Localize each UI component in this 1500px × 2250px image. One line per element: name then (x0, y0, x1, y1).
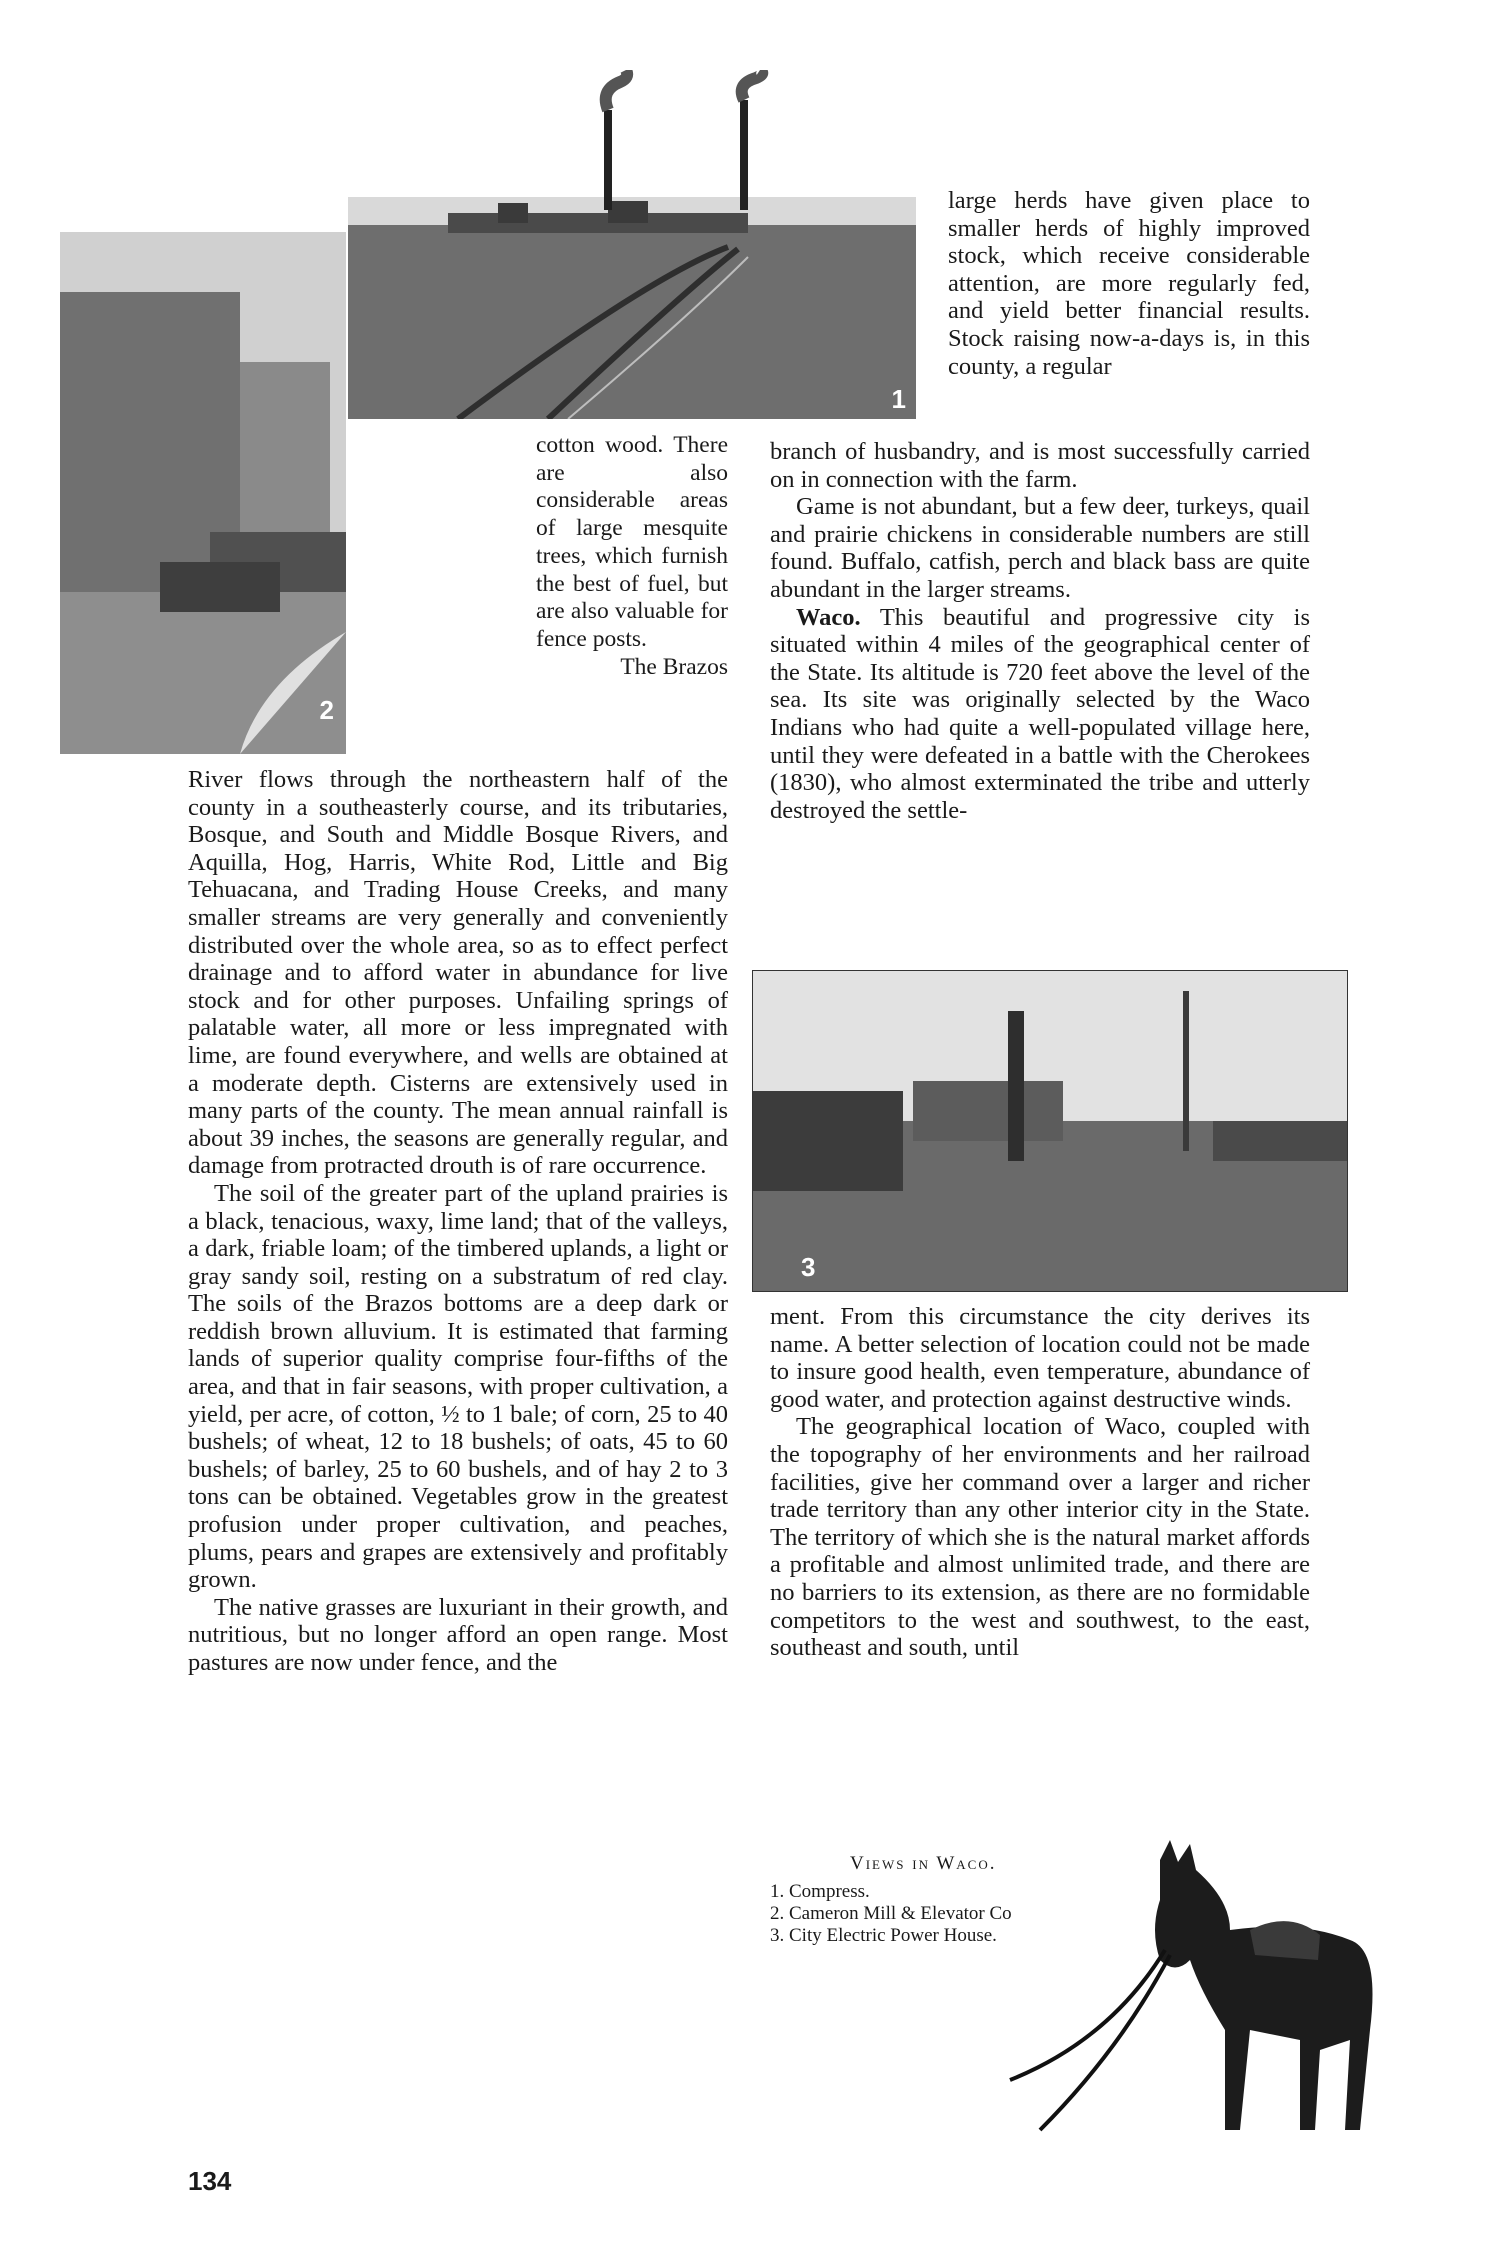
paragraph-geography: The geographical location of Waco, coupled with the topography of her environments and her railroad facilities, give her command over a larger and richer trade territory than any other interior city in the State. The territory of which she is the natural market affords a profitable and almost unlimited trade, and there are no barriers to its extension, as there are no formidable competitors to the west and southwest, to the east, southeast and south, until (770, 1413, 1310, 1662)
caption-title: Views in Waco. (850, 1853, 997, 1874)
photo-number-2: 2 (319, 695, 334, 725)
column-left (188, 766, 728, 1677)
text-beside-photo (536, 432, 728, 681)
caption-item-3: 3. City Electric Power House. (770, 1925, 997, 1946)
paragraph-husbandry: branch of husbandry, and is most successfully carried on in connection with the farm. (770, 438, 1310, 493)
photo-number-1: 1 (891, 384, 906, 414)
photo-cameron-mill-drawing (60, 232, 346, 754)
photo-power-house (752, 970, 1348, 1292)
photo-number-3: 3 (801, 1252, 816, 1282)
paragraph-waco (770, 604, 1310, 825)
column-right-top (948, 187, 1310, 380)
waco-paragraph-text: This beautiful and progressive city is situated within 4 miles of the geographical center of the State. Its altitude is 720 feet above the level of the sea. Its site was originally selected by the Waco Indians who had quite a well-populated village here, until they were defeated in a battle with the Cherokees (1830), who almost exterminated the tribe and utterly destroyed the settle- (770, 603, 1310, 824)
caption-item-1: 1. Compress. (770, 1881, 870, 1902)
paragraph-herds: large herds have given place to smaller herds of highly improved stock, which receive considerable attention, are more regularly fed, and yield better financial results. Stock raising now-a-days is, in this county, a regular (948, 187, 1310, 380)
photo-compress (348, 197, 916, 419)
waco-heading: Waco. (796, 603, 861, 631)
photo-power-house-drawing (753, 971, 1347, 1291)
photo-compress-drawing (348, 197, 916, 419)
page-number: 134 (188, 2166, 232, 2196)
caption-item-2: 2. Cameron Mill & Elevator Co (770, 1903, 1012, 1924)
photo-cameron-mill (60, 232, 346, 754)
paragraph-grasses: The native grasses are luxuriant in their growth, and nutritious, but no longer afford an open range. Most pastures are now under fence, and the (188, 1593, 728, 1676)
photo-caption (770, 1853, 1130, 1947)
smokestacks-drawing (590, 70, 810, 210)
paragraph-beside-photo-cont: The Brazos (620, 653, 728, 680)
column-right-bottom (770, 1303, 1310, 1662)
paragraph-name-origin: ment. From this circumstance the city derives its name. A better selection of location could not be made to insure good health, even temperature, abundance of good water, and protection against destructive winds. (770, 1303, 1310, 1413)
paragraph-beside-photo: cotton wood. There are also considerable areas of large mesquite trees, which furnish the best of fuel, but are also valuable for fence posts. (536, 432, 728, 652)
paragraph-game: Game is not abundant, but a few deer, turkeys, quail and prairie chickens in considerable numbers are still found. Buffalo, catfish, perch and black bass are quite abundant in the larger streams. (770, 493, 1310, 603)
column-right-middle (770, 438, 1310, 824)
paragraph-brazos-river: River flows through the northeastern half of the county in a southeasterly course, and its tributaries, Bosque, and South and Middle Bosque Rivers, and Aquilla, Hog, Harris, White Rod, Little and Big Tehuacana, and Trading House Creeks, and many smaller streams are very generally and conveniently distributed over the whole area, so as to effect perfect drainage and to afford water in abundance for live stock and for other purposes. Unfailing springs of palatable water, all more or less impregnated with lime, are found everywhere, and wells are obtained at a moderate depth. Cisterns are extensively used in many parts of the county. The mean annual rainfall is about 39 inches, the seasons are generally regular, and damage from protracted drouth is of rare occurrence. (188, 766, 728, 1180)
paragraph-soil: The soil of the greater part of the upland prairies is a black, tenacious, waxy, lime land; that of the valleys, a dark, friable loam; of the timbered uplands, a light or gray sandy soil, resting on a substratum of red clay. The soils of the Brazos bottoms are a deep dark or reddish brown alluvium. It is estimated that farming lands of superior quality comprise four-fifths of the area, and that in fair seasons, with proper cultivation, a yield, per acre, of cotton, ½ to 1 bale; of corn, 25 to 40 bushels; of wheat, 12 to 18 bushels; of oats, 45 to 60 bushels; of barley, 25 to 60 bushels, and of hay 2 to 3 tons can be obtained. Vegetables grow in the greatest profusion under proper cultivation, and peaches, plums, pears and grapes are extensively and profitably grown. (188, 1179, 728, 1594)
